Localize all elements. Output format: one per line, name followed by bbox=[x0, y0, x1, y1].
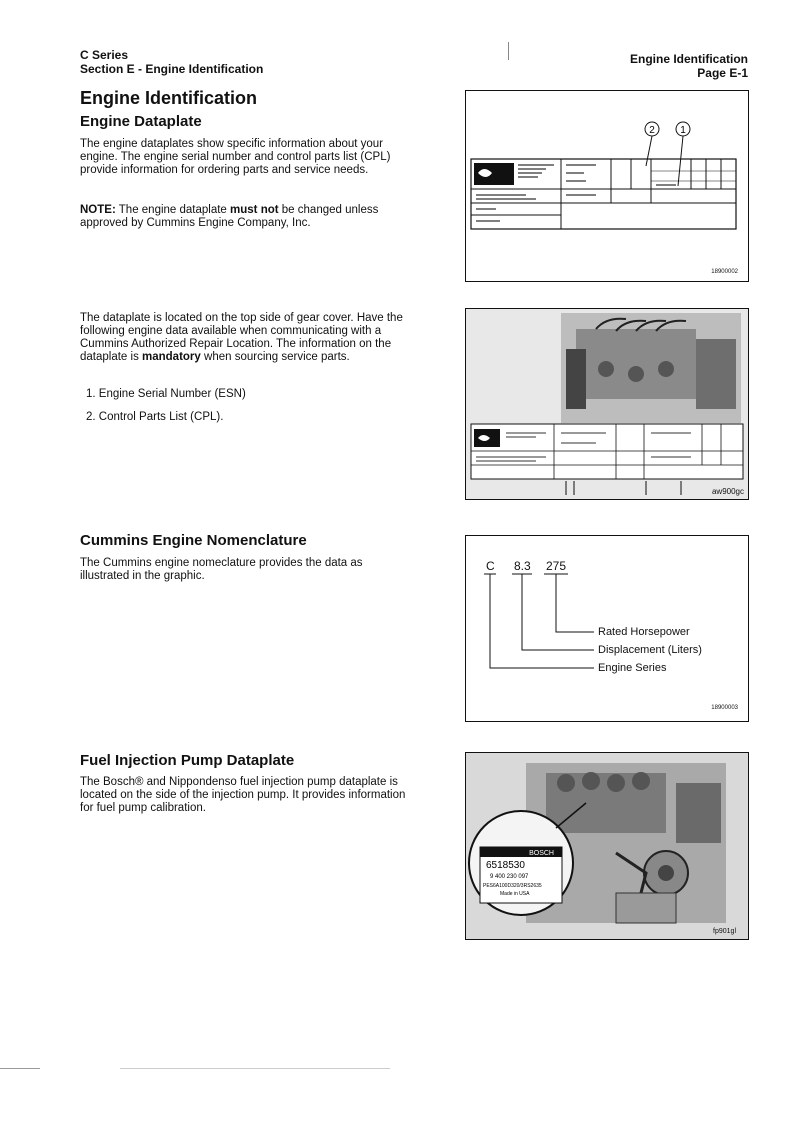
plate-line-2: 9 400 230 097 bbox=[490, 874, 529, 880]
running-header-left bbox=[80, 48, 263, 76]
label-horsepower: Rated Horsepower bbox=[598, 626, 690, 638]
location-emphasis: mandatory bbox=[142, 351, 201, 363]
page-title: Engine Identification bbox=[80, 88, 258, 108]
plate-line-3: PES6A100D320/3RS2635 bbox=[483, 883, 542, 889]
code-horsepower: 275 bbox=[546, 559, 567, 573]
section-label: Section E - Engine Identification bbox=[80, 62, 264, 76]
list-item: 1. Engine Serial Number (ESN) bbox=[86, 388, 246, 400]
plate-brand: BOSCH bbox=[529, 850, 554, 857]
series-label: C Series bbox=[80, 48, 129, 62]
location-text-1: The dataplate is located on the top side of gear cover. Have the following engine data available when communicating with a Cummins Authorized Repair Location. The information on the dataplate is bbox=[80, 312, 403, 363]
list-item: 2. Control Parts List (CPL). bbox=[86, 411, 224, 423]
figure-id: 18900002 bbox=[711, 269, 738, 275]
nomenclature-figure bbox=[465, 535, 749, 722]
figure-id: aw900gc bbox=[711, 487, 744, 496]
fuel-pump-body: The Bosch® and Nippondenso fuel injection pump dataplate is located on the side of the injection pump. It provides information for fuel pump calibration. bbox=[80, 776, 406, 814]
scan-artifact bbox=[120, 1068, 390, 1069]
location-text-2: when sourcing service parts. bbox=[200, 351, 350, 363]
note-text-1: The engine dataplate bbox=[115, 204, 231, 216]
header-right-title: Engine Identification bbox=[629, 52, 748, 66]
figure-id: fp901gl bbox=[713, 928, 736, 935]
code-displacement: 8.3 bbox=[514, 559, 531, 573]
nomenclature-body: The Cummins engine nomeclature provides the data as illustrated in the graphic. bbox=[80, 557, 363, 582]
dataplate-location-figure bbox=[465, 308, 749, 500]
location-body bbox=[80, 312, 410, 364]
engine-dataplate-figure bbox=[465, 90, 749, 282]
nomenclature-heading: Cummins Engine Nomenclature bbox=[80, 532, 307, 549]
page-number: Page E-1 bbox=[697, 66, 748, 80]
label-series: Engine Series bbox=[598, 662, 667, 674]
fuel-pump-figure bbox=[465, 752, 749, 940]
plate-number: 6518530 bbox=[486, 860, 525, 871]
nomenclature-diagram bbox=[466, 536, 748, 721]
running-header-right bbox=[630, 52, 748, 80]
figure-id: 18900003 bbox=[711, 705, 738, 711]
callout-1: 1 bbox=[680, 125, 686, 136]
dataplate-heading: Engine Dataplate bbox=[80, 113, 202, 130]
note-emphasis: must not bbox=[230, 204, 279, 216]
scan-artifact bbox=[0, 1068, 40, 1069]
engine-photo bbox=[466, 309, 748, 499]
note-text-2: be changed unless approved by Cummins Engine Company, Inc. bbox=[80, 204, 379, 229]
engine-data-list bbox=[86, 388, 246, 434]
dataplate-note bbox=[80, 204, 410, 230]
dataplate-diagram bbox=[466, 91, 748, 281]
fuel-pump-photo bbox=[466, 753, 748, 939]
scan-mark bbox=[508, 42, 509, 60]
note-label: NOTE: bbox=[80, 204, 116, 216]
plate-line-4: Made in USA bbox=[500, 891, 530, 897]
fuel-pump-heading: Fuel Injection Pump Dataplate bbox=[80, 752, 295, 769]
code-series: C bbox=[486, 559, 495, 573]
dataplate-body: The engine dataplates show specific information about your engine. The engine serial number and control parts list (CPL) provide information for ordering parts and service needs. bbox=[80, 138, 391, 176]
callout-2: 2 bbox=[649, 125, 655, 136]
label-displacement: Displacement (Liters) bbox=[598, 644, 702, 656]
